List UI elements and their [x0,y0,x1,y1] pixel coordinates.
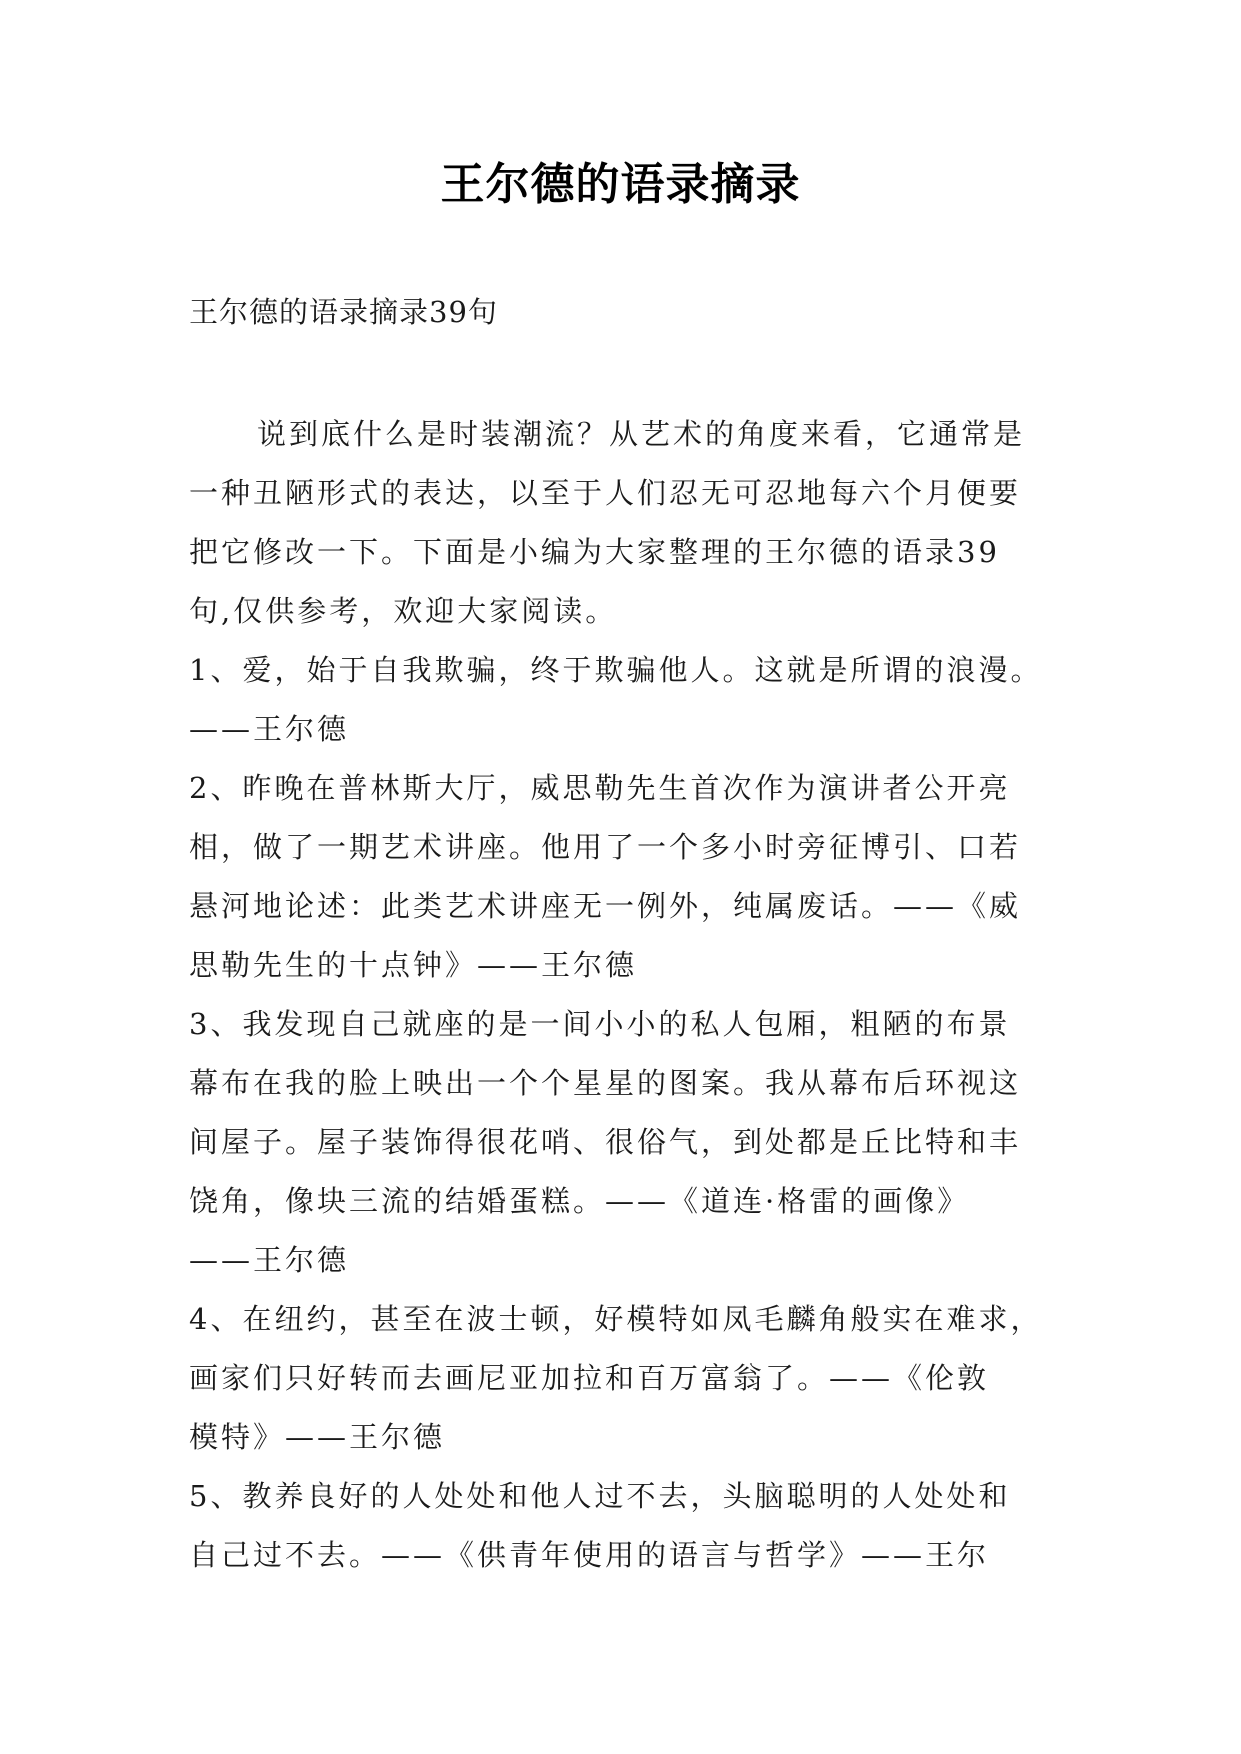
quote-line: 饶角，像块三流的结婚蛋糕。——《道连·格雷的画像》 [189,1184,970,1218]
quote-line: 相，做了一期艺术讲座。他用了一个多小时旁征博引、口若 [189,830,1022,864]
quote-line: 思勒先生的十点钟》——王尔德 [189,948,638,982]
quote-line: 自己过不去。——《供青年使用的语言与哲学》——王尔 [189,1538,990,1572]
quote-line: 幕布在我的脸上映出一个个星星的图案。我从幕布后环视这 [189,1066,1022,1100]
quote-line: 悬河地论述：此类艺术讲座无一例外，纯属废话。——《威 [189,889,1022,923]
document-subtitle: 王尔德的语录摘录39句 [189,295,498,329]
quote-line: 模特》——王尔德 [189,1420,446,1454]
quote-line: 3、我发现自己就座的是一间小小的私人包厢，粗陋的布景 [189,1007,1011,1041]
body-line: 说到底什么是时装潮流？从艺术的角度来看，它通常是 [257,417,1026,451]
quote-line: 4、在纽约，甚至在波士顿，好模特如凤毛麟角般实在难求， [189,1302,1043,1336]
quote-line: 2、昨晚在普林斯大厅，威思勒先生首次作为演讲者公开亮 [189,771,1011,805]
quote-line: ——王尔德 [189,712,350,746]
quote-line: 1、爱，始于自我欺骗，终于欺骗他人。这就是所谓的浪漫。 [189,653,1043,687]
quote-line: ——王尔德 [189,1243,350,1277]
quote-line: 画家们只好转而去画尼亚加拉和百万富翁了。——《伦敦 [189,1361,990,1395]
quote-line: 间屋子。屋子装饰得很花哨、很俗气，到处都是丘比特和丰 [189,1125,1022,1159]
document-body [189,405,1059,1585]
body-line: 把它修改一下。下面是小编为大家整理的王尔德的语录39 [189,535,1000,569]
body-line: 一种丑陋形式的表达，以至于人们忍无可忍地每六个月便要 [189,476,1022,510]
body-line: 句,仅供参考，欢迎大家阅读。 [189,594,618,628]
document-title: 王尔德的语录摘录 [440,159,801,210]
quote-line: 5、教养良好的人处处和他人过不去，头脑聪明的人处处和 [189,1479,1011,1513]
